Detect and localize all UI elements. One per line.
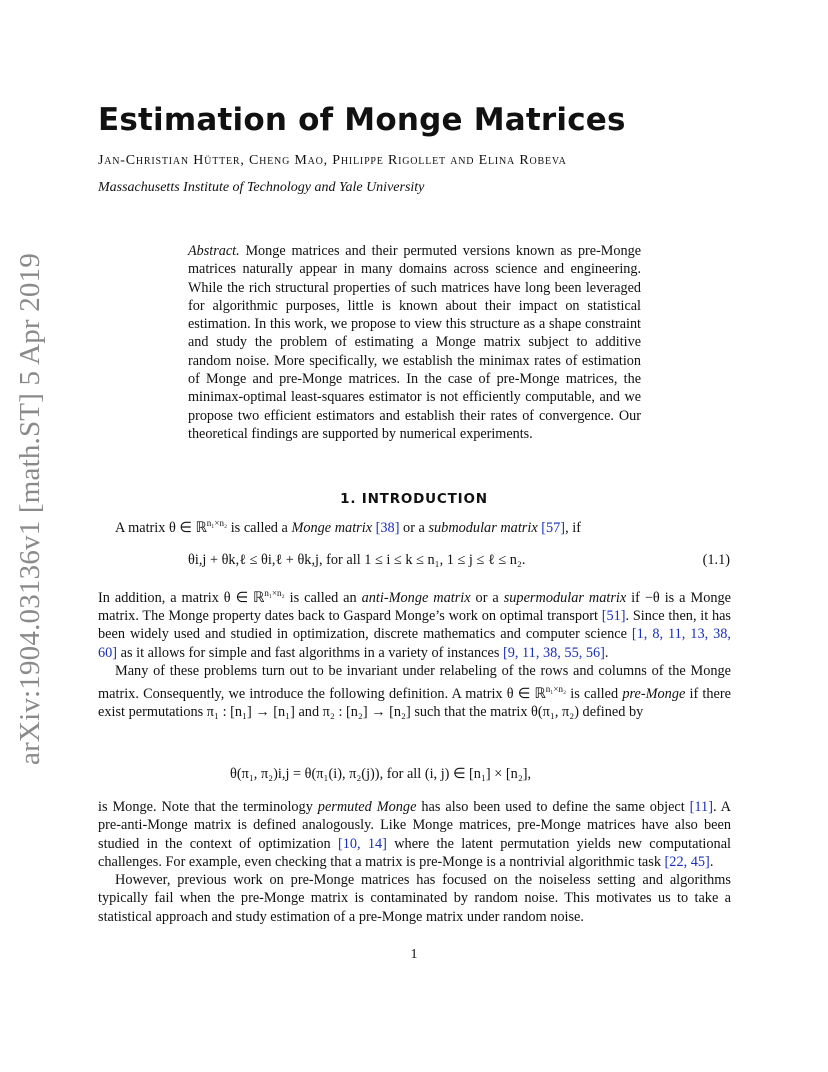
intro-paragraph-4: is Monge. Note that the terminology permuted Monge has also been used to define the same object [11]. A pre-anti-Monge matrix is defined analogously. Like Monge matrices, pre-Monge matrices have also been studied in the context of optimization [10, 14] where the latent permutation yields new computational challenges. For example, even checking that a matrix is pre-Monge is a nontrivial algorithmic task [22, 45]. However, previous work on pre-Monge matrices has focused on the noiseless setting and algorithms typically fail when the pre-Monge matrix is contaminated by random noise. This motivates us to take a statistical approach and study estimation of a pre-Monge matrix under random noise. [98,799,732,925]
intro-paragraph-5: However, previous work on pre-Monge matrices has focused on the noiseless setting and algorithms typically fail when the pre-Monge matrix is contaminated by random noise. This motivates us to take a statistical approach and study estimation of a pre-Monge matrix under random noise. [98,872,731,925]
paper-title: Estimation of Monge Matrices [98,102,626,138]
section-heading: 1. INTRODUCTION [340,491,488,507]
citation-link[interactable]: [11] [689,799,713,815]
citation-link[interactable]: [51] [601,608,626,625]
citation-link[interactable]: [10, 14] [337,835,387,852]
equation-1-1: θi,j + θk,ℓ ≤ θi,ℓ + θk,j, for all 1 ≤ i ≤ k ≤ n₁, 1 ≤ j ≤ ℓ ≤ n₂. [188,552,526,568]
abstract [188,242,641,443]
author-list: Jan-Christian Hütter, Cheng Mao, Philippe Rigollet and Elina Robeva [98,153,567,168]
intro-paragraph-1: A matrix θ ∈ ℝ$^{n_1\times n_2}$ is called a Monge matrix [38] or a submodular matrix [57], if [115,518,581,536]
citation-link[interactable]: [22, 45] [664,853,710,870]
abstract-lead: Abstract. [188,243,240,259]
citation-link[interactable]: [9, 11, 38, 55, 56] [503,644,605,661]
citation-link[interactable]: [38] [375,519,400,536]
intro-paragraph-3: Many of these problems turn out to be invariant under relabeling of the rows and columns of the Monge matrix. Consequently, we introduce the following definition. A matrix θ ∈ ℝ$^{n_1\times n_2}$ is called pre-Monge if there exist permutations π₁ : [n₁] → [n₁] and π₂ : [n₂] → [n₂] such that the matrix θ(π₁, π₂) defined by [98,662,731,721]
abstract-text: Monge matrices and their permuted versions known as pre-Monge matrices naturally appear in many domains across science and engineering. While the rich structural properties of such matrices have long been leveraged for algorithmic purposes, little is known about their impact on statistical estimation. In this work, we propose to view this structure as a shape constraint and study the problem of estimating a Monge matrix subject to additive random noise. More specifically, we establish the minimax rates of estimation of Monge and pre-Monge matrices. In the case of pre-Monge matrices, the minimax-optimal least-squares estimator is not efficiently computable, and we propose two efficient estimators and establish their rates of convergence. Our theoretical findings are supported by numerical experiments. [188,243,641,442]
intro-paragraph-2: In addition, a matrix θ ∈ ℝ$^{n_1\times n_2}$ is called an anti-Monge matrix or a supermodular matrix if −θ is a Monge matrix. The Monge property dates back to Gaspard Monge’s work on optimal transport [51]. Since then, it has been widely used and studied in optimization, discrete mathematics and computer science [1, 8, 11, 13, 38, 60] as it allows for simple and fast algorithms in a variety of instances [9, 11, 38, 55, 56]. Many of these problems turn out to be invariant under relabeling of the rows and columns of the Monge matrix. Consequently, we introduce the following definition. A matrix θ ∈ ℝ$^{n_1\times n_2}$ is called pre-Monge if there exist permutations π₁ : [n₁] → [n₁] and π₂ : [n₂] → [n₂] such that the matrix θ(π₁, π₂) defined by [98,588,731,721]
affiliation: Massachusetts Institute of Technology and Yale University [98,180,425,195]
equation-number: (1.1) [702,552,730,568]
page-number: 1 [410,947,418,962]
arxiv-stamp: arXiv:1904.03136v1 [math.ST] 5 Apr 2019 [14,252,46,765]
citation-link[interactable]: [57] [541,519,566,536]
citation-link[interactable]: [1, 8, 11, 13, 38, 60] [98,626,731,661]
equation-permuted: θ(π₁, π₂)i,j = θ(π₁(i), π₂(j)), for all (i, j) ∈ [n₁] × [n₂], [230,766,532,782]
